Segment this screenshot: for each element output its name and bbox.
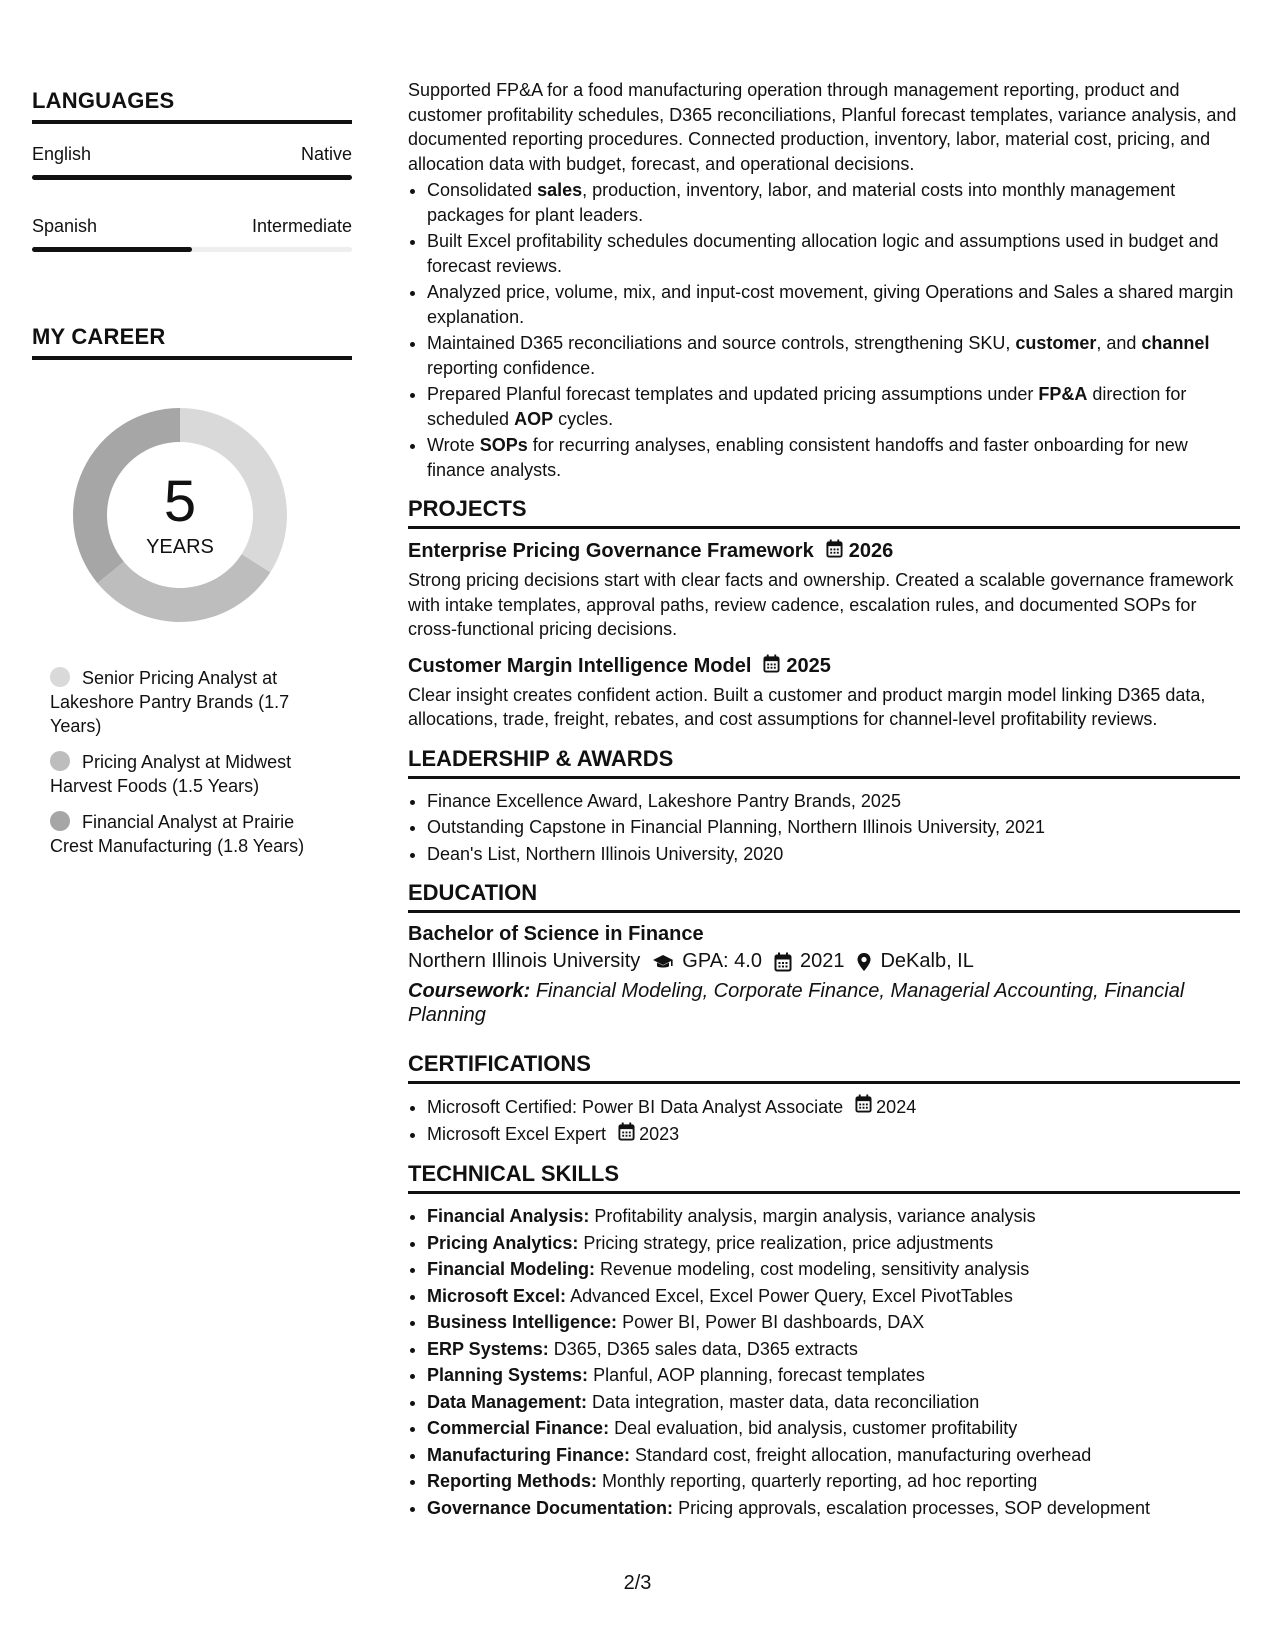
bullet-text: SOPs: [479, 435, 528, 455]
language-item: [32, 216, 352, 252]
skill-list: Pricing strategy, price realization, price adjustments: [583, 1232, 994, 1253]
skill-category: Financial Modeling:: [427, 1259, 596, 1279]
experience-bullet: [427, 433, 1240, 482]
skill-category: Reporting Methods:: [427, 1471, 597, 1491]
skill-list: Deal evaluation, bid analysis, customer profitability: [614, 1418, 1018, 1438]
degree: Bachelor of Science in Finance: [408, 923, 704, 945]
bullet-text: cycles.: [553, 408, 614, 429]
experience-bullet: [427, 178, 1240, 227]
language-name: English: [32, 144, 92, 164]
experience-summary: Supported FP&A for a food manufacturing operation through management reporting, product and customer profitability schedules, D365 reconciliations, Planful forecast templates, variance analysis, and documented reporting procedures. Connected production, inventory, labor, material cost, pricing, and allocation data with budget, forecast, and operational decisions.: [408, 80, 1237, 174]
bullet-text: Analyzed price, volume, mix, and input-cost movement, giving Operations and Sales a shared margin explanation.: [427, 282, 1234, 327]
graduation-cap-icon: [652, 953, 674, 971]
page-number: 2/3: [623, 1572, 652, 1594]
languages-title: LANGUAGES: [32, 88, 352, 124]
legend-dot: [50, 751, 70, 771]
skill-item: [427, 1443, 1240, 1468]
language-name: Spanish: [32, 216, 98, 236]
gpa: GPA: 4.0: [682, 950, 762, 972]
left-column: [32, 88, 352, 870]
school-location: DeKalb, IL: [880, 950, 974, 972]
skills-list: [408, 1204, 1240, 1520]
bullet-text: AOP: [514, 408, 554, 429]
bullet-text: Maintained D365 reconciliations and source controls, strengthening SKU,: [427, 333, 1016, 353]
skill-list: Standard cost, freight allocation, manufacturing overhead: [635, 1444, 1092, 1465]
certification-year: 2023: [639, 1124, 680, 1144]
career-section: [32, 324, 352, 858]
skill-category: Business Intelligence:: [427, 1312, 618, 1332]
skill-category: ERP Systems:: [427, 1338, 549, 1359]
project-year: 2026: [848, 540, 894, 562]
skill-list: Profitability analysis, margin analysis, variance analysis: [594, 1206, 1036, 1226]
certification-item: [427, 1122, 1240, 1148]
legend-dot: [50, 667, 70, 687]
bullet-text: FP&A: [1038, 384, 1088, 404]
project-description: Strong pricing decisions start with clear facts and ownership. Created a scalable governance framework with intake templates, approval paths, review cadence, escalation rules, and documented SOPs for cross-functional pricing decisions.: [408, 570, 1234, 639]
calendar-icon: [855, 1094, 872, 1120]
right-column: [408, 78, 1240, 1522]
projects-section: [408, 496, 1240, 732]
skill-list: Advanced Excel, Excel Power Query, Excel PivotTables: [570, 1285, 1013, 1306]
certification-row: [427, 1094, 1240, 1120]
skill-category: Commercial Finance:: [427, 1418, 610, 1438]
legend-dot: [50, 811, 70, 831]
project-heading: [408, 654, 1240, 679]
leadership-title: LEADERSHIP & AWARDS: [408, 746, 1240, 779]
career-legend-item: [50, 666, 330, 738]
career-donut-chart: [65, 400, 295, 630]
leadership-list: [408, 789, 1240, 867]
skill-list: Monthly reporting, quarterly reporting, ad hoc reporting: [602, 1471, 1038, 1491]
coursework: [408, 979, 1240, 1027]
education-title: EDUCATION: [408, 880, 1240, 913]
skill-item: [427, 1257, 1240, 1282]
career-legend-label: Senior Pricing Analyst at Lakeshore Pantry Brands (1.7 Years): [50, 668, 290, 736]
bullet-text: channel: [1141, 333, 1210, 353]
experience-bullet: [427, 331, 1240, 380]
skill-category: Data Management:: [427, 1391, 588, 1412]
certification-name: • Microsoft Excel Expert: [427, 1124, 607, 1144]
skill-list: Pricing approvals, escalation processes, SOP development: [678, 1497, 1150, 1518]
project-name: Enterprise Pricing Governance Framework: [408, 540, 814, 562]
certification-item: [427, 1094, 1240, 1120]
skill-item: [427, 1390, 1240, 1415]
coursework-list: Financial Modeling, Corporate Finance, Managerial Accounting, Financial Planning: [408, 980, 1185, 1026]
language-row: [32, 216, 352, 237]
skill-list: Revenue modeling, cost modeling, sensitivity analysis: [600, 1259, 1030, 1279]
skill-item: [427, 1496, 1240, 1521]
languages-list: [32, 144, 352, 252]
certification-year: 2024: [876, 1096, 917, 1117]
school-name: Northern Illinois University: [408, 950, 641, 972]
calendar-icon: [763, 654, 780, 679]
skills-title: TECHNICAL SKILLS: [408, 1161, 1240, 1194]
skill-category: Planning Systems:: [427, 1365, 589, 1385]
certification-row: [427, 1122, 1240, 1148]
bullet-text: , and: [1096, 333, 1142, 353]
skill-category: Microsoft Excel:: [427, 1285, 567, 1306]
bullet-text: reporting confidence.: [427, 357, 596, 378]
language-bar-fill: [32, 175, 352, 180]
skill-category: Governance Documentation:: [427, 1497, 674, 1518]
bullet-text: customer: [1015, 333, 1097, 353]
certifications-section: [408, 1051, 1240, 1147]
career-legend-label: Financial Analyst at Prairie Crest Manufacturing (1.8 Years): [50, 812, 305, 856]
language-row: [32, 144, 352, 165]
bullet-text: Wrote: [427, 435, 480, 455]
calendar-icon: [826, 539, 843, 564]
coursework-label: Coursework:: [408, 980, 531, 1002]
career-legend-label: Pricing Analyst at Midwest Harvest Foods (1.5 Years): [50, 752, 292, 796]
bullet-text: Prepared Planful forecast templates and updated pricing assumptions under: [427, 384, 1039, 404]
skill-list: Power BI, Power BI dashboards, DAX: [622, 1312, 925, 1332]
language-item: [32, 144, 352, 180]
skill-list: Data integration, master data, data reconciliation: [592, 1391, 980, 1412]
project-description: Clear insight creates confident action. Built a customer and product margin model linking D365 data, allocations, trade, freight, rebates, and cost assumptions for channel-level profitability reviews.: [408, 684, 1206, 729]
skill-item: [427, 1416, 1240, 1441]
bullet-text: sales: [537, 180, 583, 200]
career-legend: [50, 666, 352, 858]
award-item: • Outstanding Capstone in Financial Planning, Northern Illinois University, 2021: [427, 815, 1240, 840]
skill-item: [427, 1363, 1240, 1388]
skill-category: Manufacturing Finance:: [427, 1444, 631, 1465]
location-pin-icon: [856, 952, 872, 972]
skill-item: [427, 1469, 1240, 1494]
skill-item: [427, 1337, 1240, 1362]
certifications-title: CERTIFICATIONS: [408, 1051, 1240, 1084]
calendar-icon: [774, 952, 792, 972]
experience-bullet: [427, 229, 1240, 278]
skill-item: [427, 1231, 1240, 1256]
experience-bullet: [427, 382, 1240, 431]
bullet-text: Consolidated: [427, 180, 538, 200]
skill-item: [427, 1310, 1240, 1335]
skill-category: Pricing Analytics:: [427, 1232, 579, 1253]
award-item: • Finance Excellence Award, Lakeshore Pantry Brands, 2025: [427, 789, 1240, 814]
skill-list: D365, D365 sales data, D365 extracts: [553, 1338, 858, 1359]
project-name: Customer Margin Intelligence Model: [408, 654, 752, 677]
bullet-text: for recurring analyses, enabling consistent handoffs and faster onboarding for new finance analysts.: [427, 435, 1188, 480]
language-level: Native: [300, 144, 352, 164]
language-bar: [32, 175, 352, 180]
bullet-text: , production, inventory, labor, and material costs into monthly management packages for plant leaders.: [427, 180, 1176, 225]
career-legend-item: [50, 810, 330, 858]
education-details: [408, 950, 1240, 973]
experience-bullets: [408, 178, 1240, 482]
skill-list: Planful, AOP planning, forecast templates: [593, 1365, 925, 1385]
projects-title: PROJECTS: [408, 496, 1240, 529]
bullet-text: Built Excel profitability schedules documenting allocation logic and assumptions used in budget and forecast reviews.: [427, 231, 1219, 276]
skill-item: [427, 1284, 1240, 1309]
language-level: Intermediate: [251, 216, 352, 236]
project-heading: [408, 539, 1240, 564]
bullet-text: direction for scheduled: [427, 384, 1187, 429]
certifications-list: [408, 1094, 1240, 1147]
skills-section: [408, 1161, 1240, 1520]
leadership-section: [408, 746, 1240, 867]
career-legend-item: [50, 750, 330, 798]
language-bar: [32, 247, 352, 252]
award-item: • Dean's List, Northern Illinois University, 2020: [427, 842, 1240, 867]
graduation-year: 2021: [799, 950, 845, 972]
total-years-number: 5: [163, 468, 197, 534]
project-year: 2025: [786, 654, 831, 677]
language-bar-fill: [32, 247, 192, 252]
certification-name: • Microsoft Certified: Power BI Data Analyst Associate: [427, 1096, 844, 1117]
skill-item: [427, 1204, 1240, 1229]
education-section: [408, 880, 1240, 1027]
skill-category: Financial Analysis:: [427, 1206, 590, 1226]
career-title: MY CAREER: [32, 324, 352, 360]
experience-bullet: [427, 280, 1240, 329]
total-years-label: YEARS: [146, 535, 214, 558]
calendar-icon: [618, 1122, 635, 1148]
